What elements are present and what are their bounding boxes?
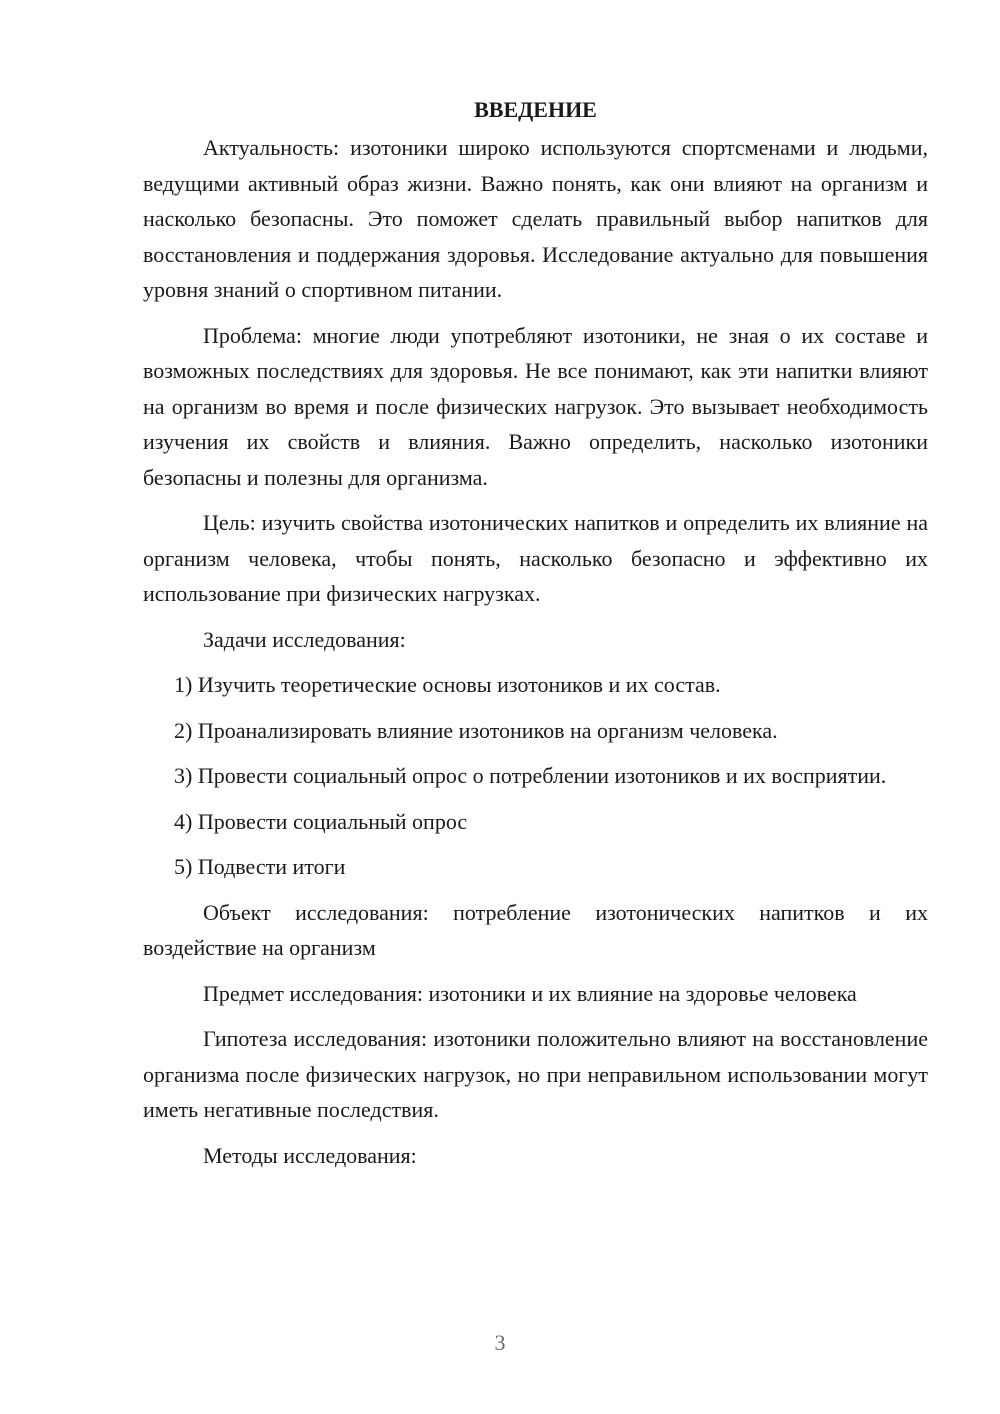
relevance-paragraph: Актуальность: изотоники широко используются спортсменами и людьми, ведущими активный образ жизни. Важно понять, как они влияют на организм и насколько безопасны. Это поможет сделать правильный выбор напитков для восстановления и поддержания здоровья. Исследование актуально для повышения уровня знаний о спортивном питании. — [143, 135, 928, 302]
hypothesis-paragraph: Гипотеза исследования: изотоники положительно влияют на восстановление организма после физических нагрузок, но при неправильном использовании могут иметь негативные последствия. — [143, 1026, 928, 1122]
problem-paragraph: Проблема: многие люди употребляют изотоники, не зная о их составе и возможных последствиях для здоровья. Не все понимают, как эти напитки влияют на организм во время и после физических нагрузок. Это вызывает необходимость изучения их свойств и влияния. Важно определить, насколько изотоники безопасны и полезны для организма. — [143, 322, 928, 490]
task-item-2: 2) Проанализировать влияние изотоников на организм человека. — [174, 717, 778, 743]
object-paragraph: Объект исследования: потребление изотонических напитков и их воздействие на организм — [143, 899, 928, 960]
page-number: 3 — [494, 1330, 506, 1355]
tasks-heading: Задачи исследования: — [203, 626, 406, 652]
subject-paragraph: Предмет исследования: изотоники и их влияние на здоровье человека — [203, 980, 857, 1006]
document-page — [143, 92, 928, 1183]
section-title: ВВЕДЕНИЕ — [474, 97, 597, 122]
task-item-5: 5) Подвести итоги — [174, 854, 346, 879]
goal-paragraph: Цель: изучить свойства изотонических напитков и определить их влияние на организм человека, чтобы понять, насколько безопасно и эффективно их использование при физических нагрузках. — [143, 510, 928, 606]
task-item-3: 3) Провести социальный опрос о потреблении изотоников и их восприятии. — [174, 763, 887, 788]
task-item-1: 1) Изучить теоретические основы изотоников и их состав. — [174, 672, 721, 697]
task-item-4: 4) Провести социальный опрос — [174, 808, 468, 834]
methods-heading: Методы исследования: — [203, 1142, 417, 1168]
